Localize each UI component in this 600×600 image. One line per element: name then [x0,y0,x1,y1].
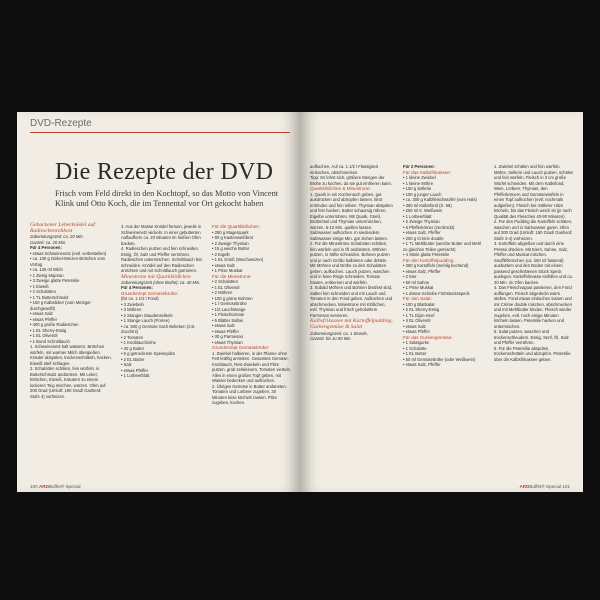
instruction-text: 2. Für den Pudding die Kartoffeln schälen, waschen und in Salzwasser garen. Ofen auf 200 Grad (Umluft: 180 Grad/ Gasherd: Stufe 3-4) vorheizen. [494,219,573,241]
ingredient-heading: Quarkklößchen & Minestrone: [310,186,371,191]
ingredient-heading: Grundrezept Gemüsebrühe: [121,290,179,296]
ingredient-item: • 30 g Butter [121,345,145,351]
servings-heading: Für 4 Personen: [30,245,62,251]
instruction-text: 1. Zwiebel schälen und fein würfeln. Möhre, Sellerie und Lauch putzen, schälen und fein würfeln. Fleisch in 3 cm große Würfel schneiden. Mit dem Kalbsfond, Wein, Lorbeer, Thymian, den Pfefferkörnern und Gemüsewürfeln in einen Topf aufkochen (evtl. nochmals aufgießen). Fleisch bei mittlerer Hitze köcheln, bis das Fleisch weich ist (je nach Qualität des Fleisches 40-90 Minuten). [494,164,574,219]
brand-suffix-left: Buffet® Special [48,484,81,489]
ingredient-item: • 1 Prise Muskat [212,268,243,274]
ingredient-item: • 2 Tomaten [121,334,144,340]
ingredient-item: • etwas Salz, Pfeffer [403,268,441,274]
ingredient-item: • 1 Lorbeerblatt [403,213,432,219]
ingredient-item: • 1 kleine Möhre [403,180,434,186]
ingredient-item: • 3 Zwiebeln [121,301,144,307]
brand-right: ARD [519,484,530,489]
ingredient-item: • 100 g Blattsalat [403,301,435,307]
instruction-text: (für ca. 1 1/2 l Fond) [121,296,159,302]
instruction-text: 2. Für die Minestrone Schalotten schälen, fein würfeln und in Öl andünsten. Möhren putzen, in Stifte schneiden. Bohnen putzen und je nach Größe halbieren oder dritteln. Mit Möhren und Brühe zu den Schalotten geben, aufkochen. Lauch putzen, waschen und in feine Ringe schneiden. Tomate häuten, entkernen und würfeln. [310,241,390,285]
ingredient-heading: Für das Kalbsfrikassee: [403,169,451,175]
ingredient-item: • etwas Salz [212,323,235,329]
recipe-time: Zubereitungszeit: ca. 1 Stunde, [310,330,368,336]
ingredient-heading: Für die Minestrone: [212,273,252,279]
recipe-column-5 [403,164,485,368]
ingredient-item: • 250 ml tr. Weißwein [403,208,443,214]
ingredient-item: • 1 kleine Zwiebel [403,175,436,181]
ingredient-item: • ca. 125 ml Milch [30,267,63,273]
ingredient-item: • 100 g grüne Bohnen [212,295,253,301]
recipe-column-3 [212,224,292,406]
ingredient-item: • 2 EL Butter [121,356,145,362]
instruction-text: aufkochen. Auf ca. 1 1/2 l Flüssigkeit einkochen, abschmecken. [310,164,378,175]
ingredient-item: • etwas Schweinenetz (evtl. vorbestellen) [30,250,107,256]
ingredient-item: • 1 TL Butterschmalz [30,294,69,300]
ingredient-item: • 200 g Crème double [403,235,444,241]
ingredient-item: • 2 Schalotten [212,279,238,285]
ingredient-item: • 1 Lorbeerblatt [121,373,150,379]
section-label: DVD-Rezepte [30,118,92,129]
ingredient-item: • 1 Bund Schnittlauch [30,338,70,344]
ingredient-heading: Für die Quarkklößchen: [212,224,260,229]
instruction-text: 1. Zwiebel halbieren, in der Pfanne ohne Fett kräftig anrösten. Gesamtes Gemüse, Knoblauch, Reis-Zwiebeln und Pilze putzen, grob zerkleinern, Tomaten vierteln. Alles in einen großen Topf geben, mit Wasser bedecken und aufkochen. [212,350,292,384]
ingredient-item: • etwas Pfeffer [30,316,57,322]
ingredient-item: • 1 EL Butter [403,351,427,357]
ingredient-item: • 1 Zweig Majoran [30,272,64,278]
instruction-text: 1. Quark in ein Küchentuch geben, gut ausdrücken und abtropfen lassen. Brot entrinden und fein reiben. Thymian abspülen und fein hacken. Butter schaumig rühren, Eigelbe unterrühren. Mit Quark, Grieß, Brotbrösel und Thymian untermischen, würzen. 5-10 Min. quellen lassen. Salzwasser aufkochen. In siedendem Salzwasser einige Min. gar ziehen lassen. [310,191,393,241]
ingredient-item: • 50 ml Gemüsebrühe (oder Weißwein) [403,356,476,362]
ingredient-heading: Für den Kartoffelpudding: [403,257,455,263]
page-title: Die Rezepte der DVD [55,159,274,185]
instruction-text: 1. Schweinenetz kalt wässern. Brötchen würfeln, mit warmer Milch übergießen. Kräuter abspülen, trockenschütteln, hacken. Eiweiß steif schlagen. [30,344,112,366]
ingredient-item: • 60 g Kastenweißbrot [212,235,254,241]
instruction-text: 3. Sobald Möhren und Bohnen bissfest sind, Salbei fein schneiden und mit Lauch und Tomaten in den Fond geben. Aufkochen und abschmecken. Minestrone mit Klößchen, evtl. Thymian und frisch gehobeltem Parmesan servieren. [310,285,393,318]
instruction-text: 5. Salat putzen, waschen und trockenschleudern. Essig, Senf, Öl, Salz und Pfeffer verrühren. [494,329,569,345]
ingredient-item: • ca. 500 g Gemüse nach Belieben (z.B. Zucchini) [121,323,196,335]
ingredient-item: • etwas Pfeffer [212,328,239,334]
ingredient-item: • 1 TL Mehlbutter (weiche Butter und Mehl zu gleichen Teilen gemischt) [403,241,482,252]
ingredient-item: • 2 Zweige Thymian [212,240,249,246]
page-number-right: 101 [562,484,570,489]
ingredient-item: • 1 Eiweiß [30,283,49,289]
ingredient-item: • 1/2 Lauchstange [212,306,246,312]
ingredient-item: • 1 Schalotte [403,345,427,351]
recipe-time: Garzeit: bis zu 90 Min. [310,336,352,341]
ingredient-item: • 2 Stangen Staudensellerie [121,312,173,318]
ingredient-heading: Für das Gurkengemüse: [403,334,453,340]
recipe-time: Zubereitungszeit: ca. 20 Min. [30,234,84,240]
ingredient-item: • 5 Blätter Salbei [212,317,244,323]
recipe-time: Zubereitungszeit (ohne Brühe): ca. 40 Min. [121,279,201,285]
ingredient-item: • Salz [121,362,132,368]
magazine-spread [17,112,583,492]
instruction-text: 4. Radieschen putzen und fein schneiden. Essig, Öl, Salz und Pfeffer verrühren, Radieschen untermischen. Schnittlauch fein schneiden. Knödel auf den Radieschen anrichten und mit Schnittlauch garnieren. [121,246,203,273]
page-number-left: 100 [30,484,38,489]
ingredient-item: • etwas Salz, Pfeffer [403,230,441,236]
ingredient-item: • 3 Zweige glatte Petersilie [30,278,80,284]
ingredient-item: • 400 g große Radieschen [30,322,79,328]
ingredient-heading: Für den Salat: [403,296,432,302]
ingredient-item: • 1 EL Olivenöl [212,284,240,290]
ingredient-item: • 1 TL Dijon-Senf [403,312,435,318]
recipe-column-1 [30,222,112,399]
recipe-time: Garzeit: ca. 20 Min. [30,239,67,245]
ingredient-item: • 250 g Magerquark [212,229,249,235]
ingredient-item: • 1 Fleischtomate [212,312,245,318]
ingredient-item: • etwas Pfeffer [403,329,430,335]
ingredient-item: • 60 ml Sahne [403,279,430,285]
ingredient-item: • 3 Möhren [121,307,142,313]
ingredient-item: • 4 EL Olivenöl [403,318,431,324]
ingredient-item: • etwas Salz [30,311,53,317]
ingredient-item: • 150 g Kalbsleber (vom Metzger durchgewolft) [30,300,91,311]
recipe-title: Minestrone mit Quarkklößchen [121,273,191,280]
ingredient-item: • 100 g Sellerie [403,186,432,192]
ingredient-item: • 1 EL Olivenöl [30,333,58,339]
ingredient-item: • 100 g junger Lauch [403,191,442,197]
ingredient-item: • 5 Pfefferkörner (zerdrückt) [403,224,455,230]
ingredient-item: • 1 EL Grieß (Weichweizen) [212,257,264,263]
ingredient-heading: Grundrezept Gemüsebrühe: [212,345,270,351]
instruction-text: 2. Schalotten schälen, fein würfeln, in Butterschmalz andünsten. Mit Leber, Brötchen, Eiweiß, Kräutern zu einem lockeren Teig mischen, würzen. Ofen auf 200 Grad (Umluft: 190 Grad/ Gasherd: Stufe 4) vorheizen. [30,366,106,399]
footer-right [519,484,570,489]
ingredient-item: • 15 g weiche Butter [212,246,250,252]
ingredient-item: • etwas Pfeffer [121,367,148,373]
right-page [300,112,583,492]
ingredient-item: • 2 Eigelb [212,251,230,257]
instruction-text: Tipp: Es lohnt sich, größere Mengen der Brühe zu kochen, da sie gut einfrieren kann. [310,175,392,186]
ingredient-item: • etwas Salz [403,323,426,329]
instruction-text: 4. Das Fleischragout passieren, den Fond auffangen. Fleisch abgedeckt warm stellen. Fond etwas einkochen lassen und mit Crème double mischen, abschmecken und mit Mehlbutter binden. Fleisch wieder zugeben, evtl. noch einige Minuten köcheln lassen. Petersilie hacken und untermischen. [494,285,572,329]
recipe-column-2 [121,224,203,379]
ingredient-item: • 1 Salatgurke [403,340,430,346]
ingredient-item: • 1 Prise Muskat [403,285,434,291]
ingredient-item: • 30 g Parmesan [212,334,244,340]
ingredient-item: • etwas Salz [212,262,235,268]
ingredient-item: • 2 Schalotten [30,289,56,295]
instruction-text: 3. Kartoffeln abgießen und durch eine Presse drücken. Mit Eiern, Sahne, Salz, Pfeffer und Muskat mischen. Souffléförmchen (ca. 200 ml fassend) ausbuttern und den Boden mit einem passend geschnittenen Stück Speck auslegen. Kartoffelmasse einfüllen und ca. 20 Min. im Ofen backen. [494,241,573,285]
ingredient-item: • 1 dünne Scheibe Frühstücksspeck [403,290,470,296]
brand-left: ARD [38,484,49,489]
servings-heading: Für 2 Personen: [403,164,435,169]
instruction-text: 2. Übriges Gemüse in Butter andünsten. Tomaten und Lorbeer zugeben. 30 Minuten leise köcheln lassen. Pilze zugeben, kochen. [212,383,287,406]
ingredient-item: • 2 Zweige Thymian [403,219,440,225]
section-rule [30,132,290,133]
instruction-text: 3. Aus der Masse Knödel formen, jeweils in Schweinenetz wickeln. In einer gebutterten Auflaufform ca. 20 Minuten im heißen Ofen backen. [121,224,202,246]
recipe-column-4 [310,164,394,342]
instruction-text: 6. Für die Petersilie abspülen, trockenschütteln und abzupfen. Petersilie über die Kalbsfrikassee geben. [494,345,571,362]
ingredient-item: • 350 ml Kalbsfond (S. 66) [403,202,452,208]
ingredient-item: • 1 EL Sherry-Essig [30,327,67,333]
ingredient-item: • 5 g getrocknete Speisepilze [121,351,176,357]
ingredient-item: • 1 l Gemüsebrühe [212,301,247,307]
ingredient-item: • 2 Eier [403,274,417,280]
ingredient-item: • 2 EL Sherry-Essig [403,307,440,313]
ingredient-item: • 1 Knoblauchzehe [121,340,156,346]
ingredient-item: • 350 g Kartoffeln (mehlig kochend) [403,263,469,269]
ingredient-item: • 4 Stiele glatte Petersilie [403,252,450,258]
brand-suffix-right: Buffet® Special [529,484,562,489]
ingredient-item: • 1 Stange Lauch (Porree) [121,318,170,324]
ingredient-item: • etwas Thymian [212,339,243,345]
ingredient-item: • ca. 100 g Dinkel-Weizen-Brötchen vom Vortag [30,256,106,267]
servings-heading: Für 4 Personen: [121,285,153,291]
intro-text: Frisch vom Feld direkt in den Kochtopf, so das Motto von Vincent Klink und Otto Koch, die im Tennental vor Ort gekocht haben [55,189,279,208]
ingredient-item: • ca. 300 g Kalbfleischwürfel (vom Hals) [403,197,477,203]
recipe-title: Kalbsfrikassee mit Kartoffelpudding, Gurkengemüse & Salat [310,318,393,331]
ingredient-item: • 2 Möhren [212,290,233,296]
footer-left [30,484,81,489]
recipe-column-6 [494,164,574,362]
left-page [17,112,300,492]
ingredient-item: • etwas Salz, Pfeffer [403,362,441,368]
recipe-title: Gebackener Leberknödel auf Radieschenrohkost [30,222,95,235]
